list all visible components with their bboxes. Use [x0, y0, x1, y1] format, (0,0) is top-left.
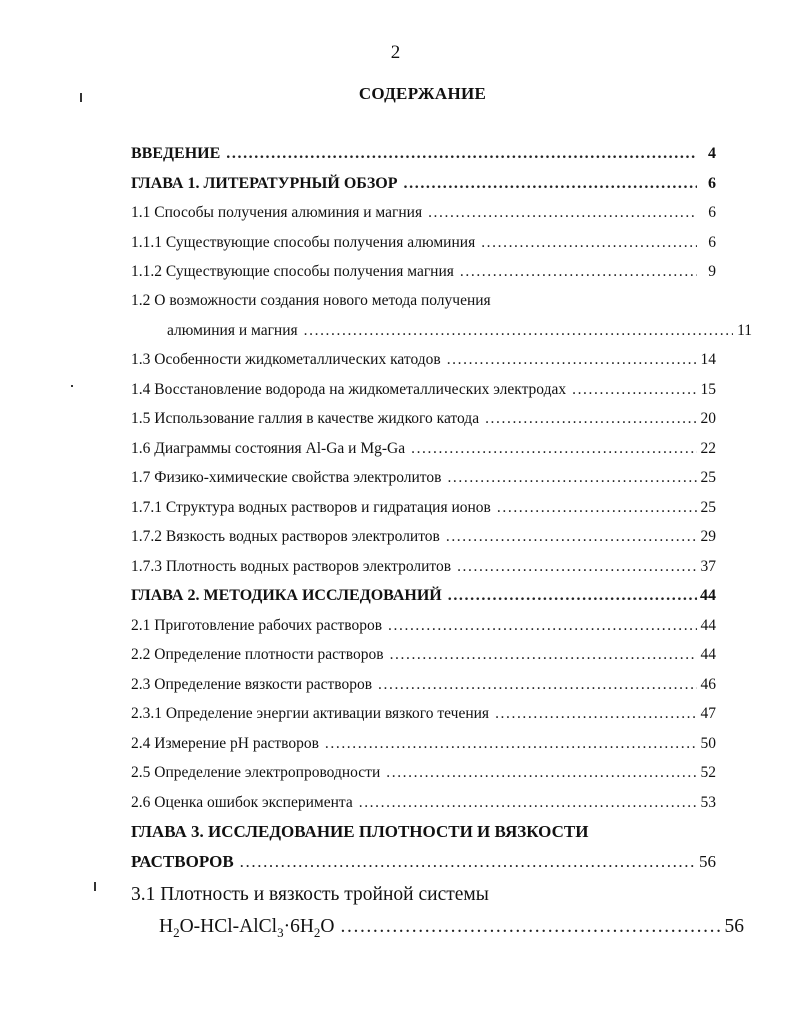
- toc-entry-1-7-3[interactable]: [131, 557, 716, 577]
- page-number: 2: [390, 42, 401, 63]
- entry-page: 47: [700, 705, 716, 722]
- scan-speck: [94, 882, 96, 891]
- entry-page: 14: [700, 351, 716, 368]
- leader-dots: [495, 704, 697, 724]
- leader-dots: [457, 557, 697, 577]
- toc-entry-2-1[interactable]: [131, 616, 716, 636]
- entry-page: 20: [700, 410, 716, 427]
- entry-page: 4: [708, 145, 716, 162]
- toc-entry-1-1-1[interactable]: [131, 233, 716, 253]
- entry-label: 1.1.1 Существующие способы получения алюминия: [131, 234, 476, 251]
- toc-entry-1-1[interactable]: [131, 203, 716, 223]
- entry-label: 1.6 Диаграммы состояния Al-Ga и Mg-Ga: [131, 440, 406, 457]
- entry-page: 37: [700, 558, 716, 575]
- leader-dots: [341, 915, 722, 939]
- leader-dots: [411, 439, 697, 459]
- entry-label: 1.4 Восстановление водорода на жидкометаллических электродах: [131, 381, 567, 398]
- toc-entry-3-1[interactable]: [131, 883, 716, 907]
- leader-dots: [359, 793, 697, 813]
- entry-page: 44: [700, 617, 716, 634]
- leader-dots: [304, 321, 733, 341]
- leader-dots: [481, 233, 697, 253]
- leader-dots: [226, 144, 697, 164]
- toc-entry-2-3-1[interactable]: [131, 704, 716, 724]
- entry-label: 2.1 Приготовление рабочих растворов: [131, 617, 383, 634]
- toc-entry-2-4[interactable]: [131, 734, 716, 754]
- leader-dots: [448, 586, 697, 606]
- entry-label: 1.2 О возможности создания нового метода получения: [131, 292, 491, 309]
- entry-label: 1.5 Использование галлия в качестве жидкого катода: [131, 410, 480, 427]
- formula-label: $H_2O-HCl-AlCl_3\cdot 6H_2O$: [159, 916, 335, 940]
- entry-page: 9: [708, 263, 716, 280]
- entry-page: 6: [708, 234, 716, 251]
- toc-entry-1-1-2[interactable]: [131, 262, 716, 282]
- toc-entry-1-4[interactable]: [131, 380, 716, 400]
- entry-label: 2.2 Определение плотности растворов: [131, 646, 384, 663]
- entry-page: 6: [708, 175, 716, 192]
- entry-label: 1.7.3 Плотность водных растворов электролитов: [131, 558, 452, 575]
- entry-label: 3.1 Плотность и вязкость тройной системы: [131, 884, 489, 905]
- entry-page: 56: [699, 852, 716, 871]
- toc-entry-chapter-1[interactable]: [131, 174, 716, 194]
- toc-entry-1-2-continuation[interactable]: [131, 321, 752, 341]
- entry-page: 15: [700, 381, 716, 398]
- leader-dots: [390, 645, 697, 665]
- entry-label: 1.1.2 Существующие способы получения магния: [131, 263, 454, 280]
- toc-entry-chapter-3[interactable]: [131, 822, 716, 842]
- toc-entry-chapter-2[interactable]: [131, 586, 716, 606]
- entry-label-continuation: РАСТВОРОВ: [131, 852, 234, 871]
- entry-page: 29: [700, 528, 716, 545]
- entry-label: 1.7.1 Структура водных растворов и гидратация ионов: [131, 499, 491, 516]
- entry-page: 46: [700, 676, 716, 693]
- toc-entry-2-5[interactable]: [131, 763, 716, 783]
- entry-page: 6: [708, 204, 716, 221]
- toc-entry-1-7-2[interactable]: [131, 527, 716, 547]
- leader-dots: [447, 350, 697, 370]
- entry-label: 2.5 Определение электропроводности: [131, 764, 381, 781]
- entry-label: 1.3 Особенности жидкометаллических катодов: [131, 351, 441, 368]
- leader-dots: [386, 763, 697, 783]
- entry-page: 44: [700, 587, 716, 604]
- leader-dots: [460, 262, 697, 282]
- entry-page: 11: [737, 322, 752, 339]
- toc-entry-1-7[interactable]: [131, 468, 716, 488]
- entry-label: ГЛАВА 3. ИССЛЕДОВАНИЕ ПЛОТНОСТИ И ВЯЗКОСТИ: [131, 822, 589, 841]
- entry-page: 25: [700, 499, 716, 516]
- scan-speck: [80, 93, 82, 102]
- leader-dots: [404, 174, 697, 194]
- entry-page: 25: [700, 469, 716, 486]
- toc-entry-2-3[interactable]: [131, 675, 716, 695]
- entry-page: 52: [700, 764, 716, 781]
- entry-label: 2.3 Определение вязкости растворов: [131, 676, 373, 693]
- entry-page: 50: [700, 735, 716, 752]
- entry-page: 56: [724, 916, 744, 937]
- leader-dots: [325, 734, 697, 754]
- leader-dots: [378, 675, 697, 695]
- entry-page: 53: [700, 794, 716, 811]
- entry-label: 2.6 Оценка ошибок эксперимента: [131, 794, 353, 811]
- toc-entry-1-2[interactable]: [131, 291, 716, 311]
- entry-label: ВВЕДЕНИЕ: [131, 145, 221, 162]
- entry-label: 2.3.1 Определение энергии активации вязкого течения: [131, 705, 490, 722]
- entry-label: 2.4 Измерение pH растворов: [131, 735, 319, 752]
- leader-dots: [572, 380, 697, 400]
- entry-page: 22: [700, 440, 716, 457]
- leader-dots: [240, 852, 696, 872]
- entry-label: 1.7 Физико-химические свойства электролитов: [131, 469, 442, 486]
- scan-speck: [71, 385, 73, 387]
- entry-label: ГЛАВА 1. ЛИТЕРАТУРНЫЙ ОБЗОР: [131, 175, 398, 192]
- toc-entry-1-3[interactable]: [131, 350, 716, 370]
- leader-dots: [497, 498, 697, 518]
- leader-dots: [428, 203, 697, 223]
- leader-dots: [485, 409, 697, 429]
- toc-title: СОДЕРЖАНИЕ: [358, 84, 487, 103]
- toc-entry-1-6[interactable]: [131, 439, 716, 459]
- leader-dots: [388, 616, 697, 636]
- toc-entry-chapter-3-continuation[interactable]: [131, 852, 716, 872]
- toc-entry-1-5[interactable]: [131, 409, 716, 429]
- entry-label: 1.7.2 Вязкость водных растворов электролитов: [131, 528, 440, 545]
- toc-entry-2-6[interactable]: [131, 793, 716, 813]
- toc-entry-introduction[interactable]: [131, 144, 716, 164]
- toc-entry-3-1-continuation[interactable]: [131, 915, 744, 945]
- entry-label: 1.1 Способы получения алюминия и магния: [131, 204, 423, 221]
- entry-label-continuation: алюминия и магния: [167, 322, 298, 339]
- entry-label: ГЛАВА 2. МЕТОДИКА ИССЛЕДОВАНИЙ: [131, 587, 442, 604]
- toc-entry-1-7-1[interactable]: [131, 498, 716, 518]
- entry-page: 44: [700, 646, 716, 663]
- leader-dots: [446, 527, 697, 547]
- leader-dots: [447, 468, 697, 488]
- toc-entry-2-2[interactable]: [131, 645, 716, 665]
